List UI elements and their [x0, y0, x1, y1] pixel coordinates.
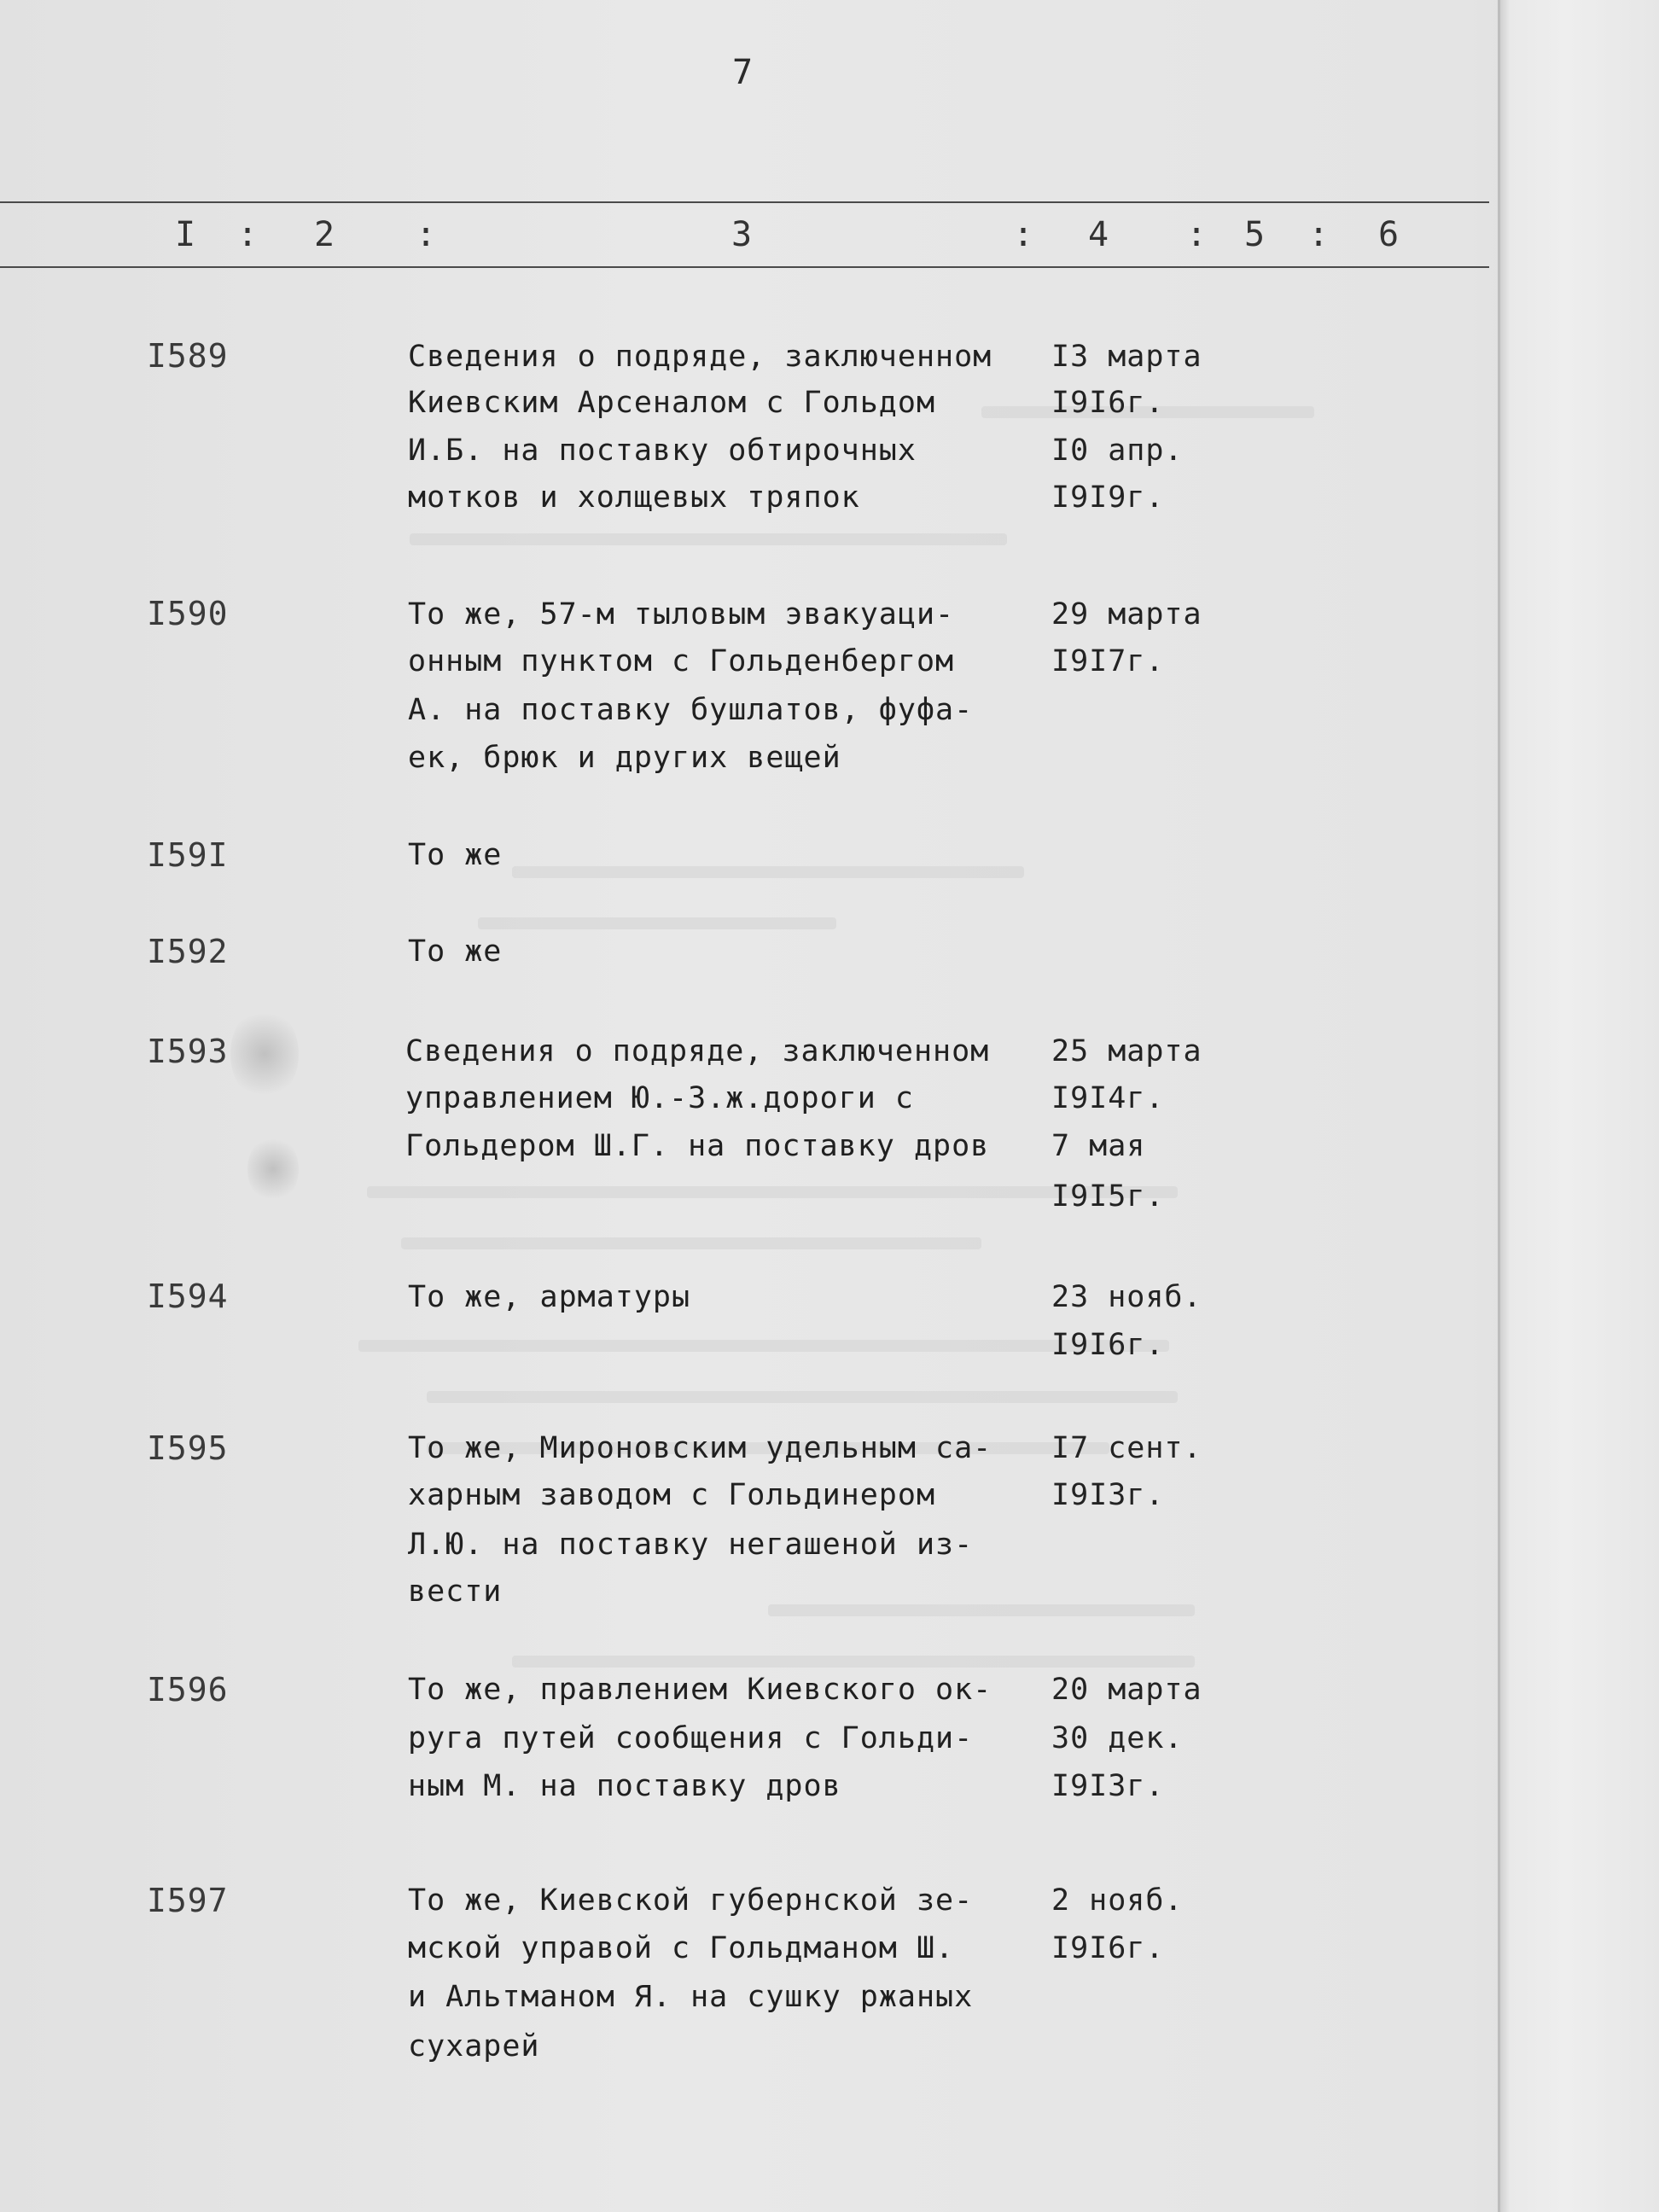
- entry-description-line: То же, Киевской губернской зе-: [408, 1883, 974, 1918]
- entry-description-line: мотков и холщевых тряпок: [408, 480, 860, 515]
- bleed-through-mark: [512, 866, 1024, 878]
- entry-date-line: 30 дек.: [1051, 1721, 1184, 1755]
- entry-description-line: То же, правлением Киевского ок-: [408, 1673, 992, 1707]
- entry-date-line: I0 апр.: [1051, 434, 1184, 468]
- entry-description-line: и Альтманом Я. на сушку ржаных: [408, 1980, 974, 2014]
- entry-date-line: 2 нояб.: [1051, 1883, 1184, 1918]
- entry-date-line: I9I6г.: [1051, 1328, 1165, 1362]
- entry-description-line: И.Б. на поставку обтирочных: [408, 434, 917, 468]
- entry-date-line: I9I6г.: [1051, 386, 1165, 420]
- entry-description-line: Киевским Арсеналом с Гольдом: [408, 386, 936, 420]
- next-page-edge: [1498, 0, 1659, 2212]
- column-header-separator: :: [416, 215, 437, 254]
- entry-date-line: I9I3г.: [1051, 1769, 1165, 1803]
- entry-number: I590: [147, 595, 229, 632]
- header-rule-bottom: [0, 266, 1489, 268]
- entry-description-line: То же: [408, 838, 503, 872]
- entry-description-line: Сведения о подряде, заключенном: [408, 340, 992, 374]
- entry-number: I596: [147, 1671, 229, 1708]
- bleed-through-mark: [401, 1237, 981, 1249]
- entry-number: I59I: [147, 836, 229, 874]
- entry-date-line: I7 сент.: [1051, 1431, 1202, 1465]
- entry-date-line: I9I9г.: [1051, 480, 1165, 515]
- column-header-3: 3: [731, 215, 753, 254]
- column-header-1: I: [175, 215, 196, 254]
- entry-description-line: ным М. на поставку дров: [408, 1769, 841, 1803]
- bleed-through-mark: [478, 917, 836, 929]
- bleed-through-mark: [427, 1391, 1178, 1403]
- entry-description-line: То же, арматуры: [408, 1280, 691, 1314]
- entry-description-line: сухарей: [408, 2029, 540, 2064]
- entry-date-line: 7 мая: [1051, 1129, 1146, 1163]
- entry-description-line: То же: [408, 934, 503, 969]
- bleed-through-mark: [512, 1656, 1195, 1668]
- entry-number: I595: [147, 1429, 229, 1467]
- entry-description-line: вести: [408, 1575, 503, 1609]
- bleed-through-mark: [768, 1604, 1195, 1616]
- entry-description-line: управлением Ю.-З.ж.дороги с: [405, 1081, 914, 1115]
- entry-description-line: руга путей сообщения с Гольди-: [408, 1721, 974, 1755]
- entry-number: I597: [147, 1882, 229, 1919]
- entry-description-line: Л.Ю. на поставку негашеной из-: [408, 1528, 974, 1562]
- entry-date-line: 20 марта: [1051, 1673, 1202, 1707]
- column-header-4: 4: [1088, 215, 1109, 254]
- entry-description-line: То же, Мироновским удельным са-: [408, 1431, 992, 1465]
- ink-smudge: [247, 1135, 299, 1203]
- entry-description-line: ек, брюк и других вещей: [408, 741, 841, 775]
- column-header-6: 6: [1378, 215, 1400, 254]
- entry-number: I589: [147, 337, 229, 375]
- bleed-through-mark: [358, 1340, 1169, 1352]
- entry-number: I592: [147, 933, 229, 970]
- entry-date-line: I9I5г.: [1051, 1179, 1165, 1214]
- bleed-through-mark: [410, 533, 1007, 545]
- entry-date-line: I3 марта: [1051, 340, 1202, 374]
- column-header-separator: :: [1308, 215, 1330, 254]
- entry-description-line: Гольдером Ш.Г. на поставку дров: [405, 1129, 990, 1163]
- column-header-separator: :: [1013, 215, 1034, 254]
- page-number: 7: [732, 53, 754, 92]
- entry-description-line: харным заводом с Гольдинером: [408, 1478, 936, 1512]
- column-header-2: 2: [314, 215, 335, 254]
- column-header-separator: :: [237, 215, 259, 254]
- column-header-separator: :: [1186, 215, 1208, 254]
- header-rule-top: [0, 201, 1489, 203]
- entry-description-line: То же, 57-м тыловым эвакуаци-: [408, 597, 955, 632]
- entry-date-line: 23 нояб.: [1051, 1280, 1202, 1314]
- entry-number: I593: [147, 1033, 229, 1070]
- entry-date-line: I9I4г.: [1051, 1081, 1165, 1115]
- entry-number: I594: [147, 1278, 229, 1315]
- entry-description-line: мской управой с Гольдманом Ш.: [408, 1931, 955, 1965]
- entry-date-line: 29 марта: [1051, 597, 1202, 632]
- column-header-5: 5: [1244, 215, 1266, 254]
- entry-date-line: I9I6г.: [1051, 1931, 1165, 1965]
- entry-description-line: Сведения о подряде, заключенном: [405, 1034, 990, 1068]
- ink-smudge: [230, 1007, 299, 1101]
- entry-date-line: I9I3г.: [1051, 1478, 1165, 1512]
- entry-date-line: 25 марта: [1051, 1034, 1202, 1068]
- entry-date-line: I9I7г.: [1051, 644, 1165, 678]
- entry-description-line: онным пунктом с Гольденбергом: [408, 644, 955, 678]
- entry-description-line: А. на поставку бушлатов, фуфа-: [408, 693, 974, 727]
